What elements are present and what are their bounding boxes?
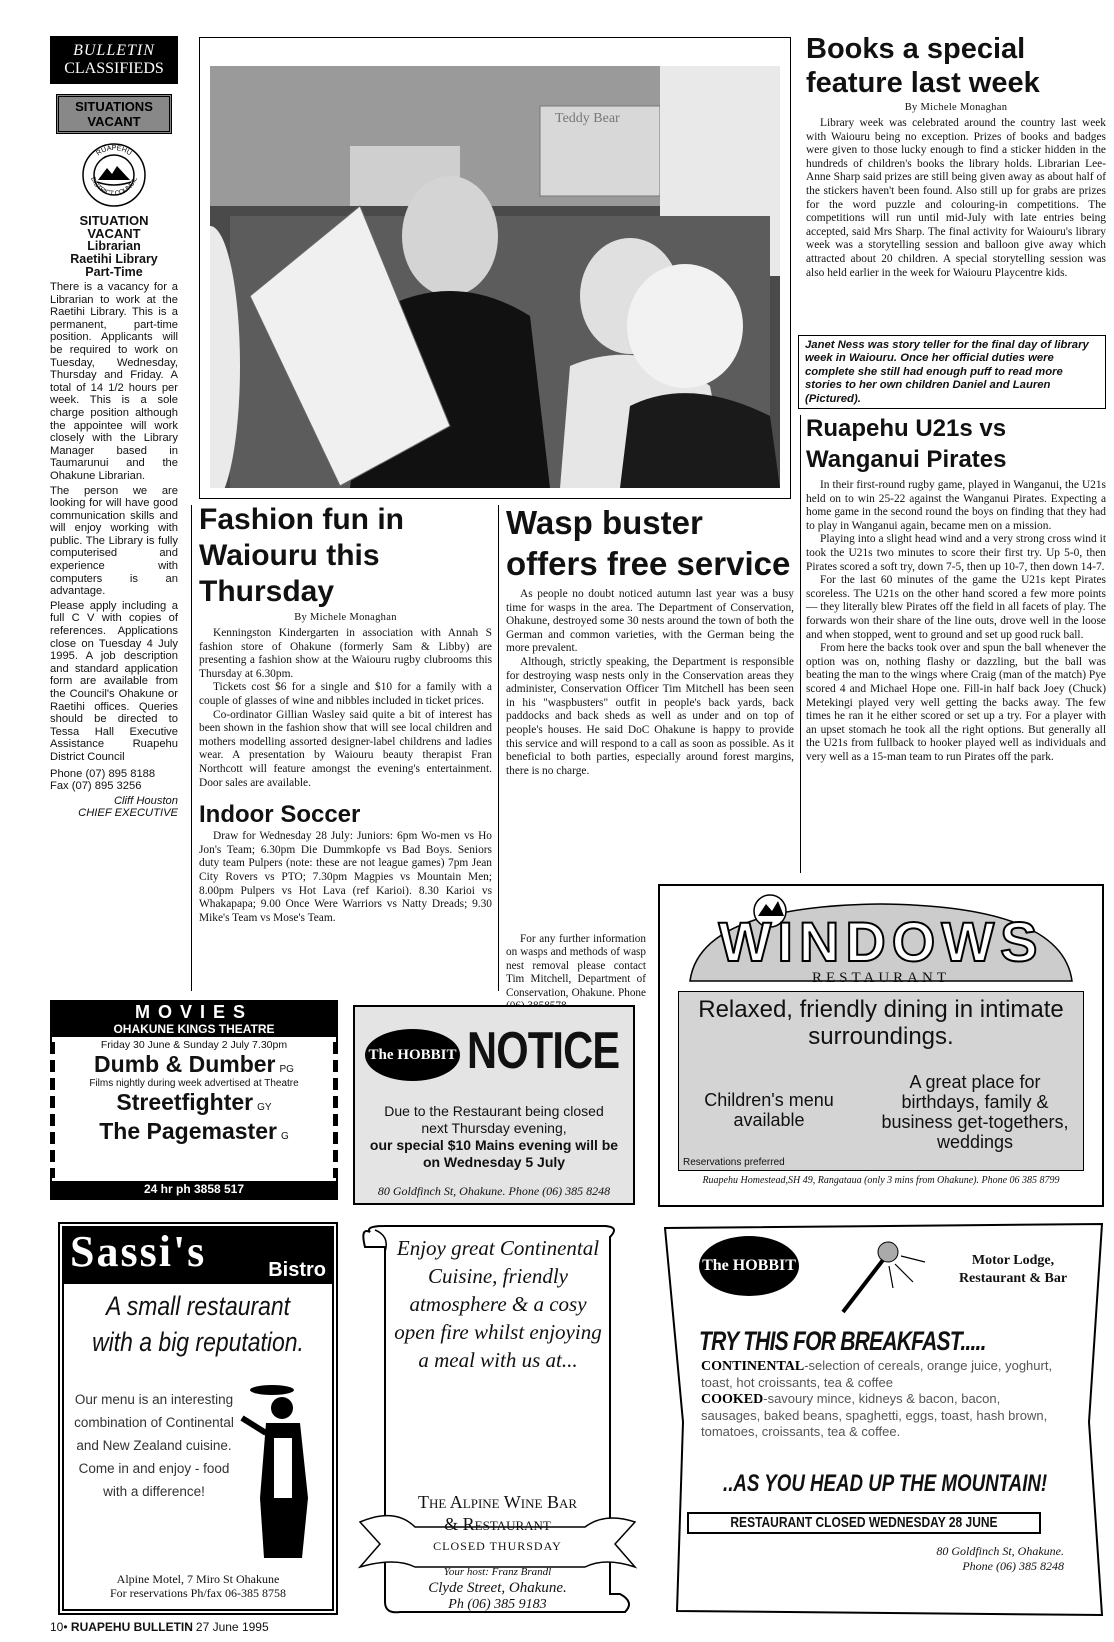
breakfast-logo xyxy=(699,1236,799,1296)
alpine-text: Enjoy great Continental Cuisine, friendly atmosphere & a cosy open fire whilst enjoying a meal with us at... xyxy=(394,1236,602,1372)
film-strip-right xyxy=(333,1042,338,1178)
books-body-text: Library week was celebrated around the country last week with Waiouru being no exception. Prizes of books and badges were given to those lucky enough to find a sticker hidden in the hundreds of children's books the library holds. Librarian Lee-Anne Sharp said prizes are still being given away as about half of the stickers haven't been found. Also still up for grabs are prizes for the word puzzle and colouring-in competitions. The competitions will run until mid-July with late entries being accepted, said Mrs Sharp. The final activity for Waiouru's library week was a storytelling session and balloon give away which attracted about 20 children. A special storytelling session was also held earlier in the week for Waiouru Playcentre kids. xyxy=(806,117,1106,279)
photo-caption xyxy=(798,335,1106,409)
hobbit-notice-line2: our special $10 Mains evening will be on Wednesday 5 July xyxy=(369,1137,619,1170)
fashion-p3: Co-ordinator Gillian Wasley said quite a bit of interest has been shown in the fashion show that will see local children and mothers modelling assorted designer-label childrens and ladies wear. A presentation by Waiouru beauty therapist Fran Northcott will feature amongst the evening's entertainment. Door sales are available. xyxy=(199,708,492,789)
alpine-closed: CLOSED THURSDAY xyxy=(433,1539,562,1553)
windows-logo xyxy=(660,886,1102,991)
wasp-rule xyxy=(498,505,499,991)
sassis-chef-icon xyxy=(234,1378,324,1558)
vacancy-para3: Please apply including a full C V with copies of references. Applications close on Tuesday 4 July 1995. A job description and standard application form are available from the Council's Ohakune or Raetihi offices. Queries should be directed to Tessa Hall Executive Assistance Ruapehu District Council xyxy=(50,599,178,763)
hobbit-notice-logo-text: The HOBBIT xyxy=(368,1047,457,1063)
wasp-article xyxy=(506,502,794,778)
windows-right: A great place for birthdays, family & business get-togethers, weddings xyxy=(881,1072,1069,1152)
movies-dates: Friday 30 June & Sunday 2 July 7.30pm xyxy=(100,1039,288,1051)
section-tab-label: SITUATIONS VACANT xyxy=(75,99,153,129)
section-tab xyxy=(56,94,172,134)
fashion-p1: Kenningston Kindergarten in association with Annah S fashion store of Ohakune (formerly Sam & Libby) are presenting a fashion show at the Waiouru rugby clubrooms this Thursday at 6.30pm. xyxy=(199,627,492,680)
alpine-host: Your host: Franz Brandl xyxy=(443,1566,552,1578)
wasp-p3: For any further information on wasps and methods of wasp nest removal please contact Tim Mitchell, Department of Conservation, Ohakune. Phone xyxy=(506,933,646,999)
wasp-headline: Wasp buster offers free service xyxy=(506,504,791,582)
vacancy-fax: Fax (07) 895 3256 xyxy=(50,780,142,793)
breakfast-headline: TRY THIS FOR BREAKFAST..... xyxy=(699,1326,986,1356)
breakfast-cooked-label: COOKED xyxy=(701,1392,764,1407)
vacancy-ad xyxy=(50,214,178,820)
breakfast-addr2: Phone (06) 385 8248 xyxy=(962,1559,1064,1573)
fashion-article xyxy=(199,502,492,925)
vacancy-para2: The person we are looking for will have good communication skills and will enjoy working with public. The Library is fully computerised and experience with computers is an advantage. xyxy=(50,484,178,598)
alpine-name2: & Restaurant xyxy=(444,1514,551,1534)
photo-caption-text: Janet Ness was story teller for the final day of library week in Waiouru. Once her official duties were complete she still had enough puff to read more stories to her own children Daniel and Lauren (Pictured). xyxy=(805,339,1089,405)
hobbit-breakfast-ad xyxy=(663,1222,1104,1617)
movies-note: Films nightly during week advertised at Theatre xyxy=(89,1078,299,1089)
sassis-name: Sassi's xyxy=(70,1227,207,1276)
classifieds-column xyxy=(50,36,178,976)
vacancy-heading2: VACANT xyxy=(87,226,141,241)
movies-film2-row xyxy=(52,1089,336,1116)
rugby-rule xyxy=(800,415,801,873)
fashion-headline: Fashion fun in Waiouru this Thursday xyxy=(199,503,404,608)
hobbit-notice-title: NOTICE xyxy=(467,1022,620,1080)
classifieds-header-line2: CLASSIFIEDS xyxy=(64,60,164,77)
sassis-address2: For reservations Ph/fax 06-385 8758 xyxy=(110,1586,286,1600)
soccer-headline: Indoor Soccer xyxy=(199,801,361,829)
breakfast-tail: ..AS YOU HEAD UP THE MOUNTAIN! xyxy=(723,1470,1048,1497)
hobbit-notice-ad xyxy=(353,1005,635,1205)
breakfast-addr1: 80 Goldfinch St, Ohakune. xyxy=(936,1544,1064,1558)
logo-bottom-text: DISTRICT COUNCIL xyxy=(89,176,139,198)
breakfast-cooked-text: -savoury mince, kidneys & bacon, bacon, sausages, baked beans, spaghetti, eggs, toast, hash brown, tomatoes, croissants, tea & coffee. xyxy=(701,1391,1048,1439)
windows-address: Ruapehu Homestead,SH 49, Rangataua (only 3 mins from Ohakune). Phone 06 385 8799 xyxy=(702,1175,1060,1186)
rugby-p3: For the last 60 minutes of the game the U21s kept Pirates scoreless. The U21s on the other hand scored a few more points — they literally blew Pirates off the field in all facets of play. The forwards won their share of the line outs, drove well in the loose and when stopped, went to ground and set up good ruck ball. xyxy=(806,574,1106,641)
classifieds-header xyxy=(50,36,178,84)
windows-left: Children's menu available xyxy=(704,1090,834,1130)
hobbit-notice-address: 80 Goldfinch St, Ohakune. Phone (06) 385 8248 xyxy=(377,1184,611,1198)
vacancy-heading1: SITUATION xyxy=(79,213,149,228)
movies-ad xyxy=(50,1000,338,1200)
vacancy-signature: Cliff Houston xyxy=(113,794,178,807)
windows-tagline: Relaxed, friendly dining in intimate surroundings. xyxy=(698,996,1064,1050)
rugby-body xyxy=(806,479,1106,764)
rugby-article xyxy=(806,413,1106,764)
movies-title: MOVIES xyxy=(52,1002,336,1022)
soccer-text: Draw for Wednesday 28 July: Juniors: 6pm Wo-men vs Ho Jon's Team; 6.30pm Die Dummkopfe vs Bad Boys. Seniors duty team Pulpers (note: these are not league games) 7pm Jean City Rovers vs PTO; 7.30pm Magpies vs Mountain Men; 8.00pm Pulpers vs Hot Lava (ref Karioi). 8.30 Karioi vs Whakapapa; 9.00 Once Were Warriors vs Natty Dreads; 9.30 Mike's Team vs Mose's Team. xyxy=(199,830,492,924)
footer-page: 10 xyxy=(50,1620,64,1634)
windows-ad xyxy=(658,884,1104,1207)
alpine-street: Clyde Street, Ohakune. xyxy=(428,1580,567,1596)
alpine-phone: Ph (06) 385 9183 xyxy=(448,1597,547,1612)
classifieds-header-line1: BULLETIN xyxy=(73,42,155,59)
books-headline: Books a special feature last week xyxy=(806,33,1040,99)
wasp-p1: As people no doubt noticed autumn last year was a busy time for wasps in the area. The Department of Conservation, Ohakune, destroyed some 30 nests around the town of both the German and common varieties, with the German being the more prevalent. xyxy=(506,588,794,655)
books-article xyxy=(806,32,1106,280)
breakfast-closed xyxy=(687,1512,1041,1534)
breakfast-closed-text: RESTAURANT CLOSED WEDNESDAY 28 JUNE xyxy=(730,1514,998,1531)
hobbit-notice-line1: Due to the Restaurant being closed next Thursday evening, xyxy=(384,1103,604,1136)
poster-label: Teddy Bear xyxy=(555,111,620,126)
sassis-tagline: A small restaurant with a big reputation. xyxy=(92,1291,304,1357)
windows-panel xyxy=(678,991,1084,1171)
movies-film2: Streetfighter xyxy=(116,1089,254,1115)
windows-sub: RESTAURANT xyxy=(812,970,950,986)
sassis-body: Our menu is an interesting combination of Continental and New Zealand cuisine. Come in and enjoy - food with a difference! xyxy=(74,1392,234,1499)
fashion-body xyxy=(199,627,492,790)
movies-film1: Dumb & Dumber xyxy=(94,1051,276,1077)
breakfast-cont-label: CONTINENTAL xyxy=(701,1359,805,1374)
breakfast-motor: Motor Lodge, Restaurant & Bar xyxy=(958,1253,1068,1286)
hobbit-notice-logo xyxy=(365,1029,460,1081)
soccer-body xyxy=(199,830,492,925)
rugby-p1: In their first-round rugby game, played in Wanganui, the U21s held on to win 25-22 against the Wanganui Pirates. Expecting a home game in the second round the boys on finding that they had to play in Wanganui again, became men on a mission. xyxy=(806,479,1106,532)
story-photo xyxy=(199,37,791,499)
rugby-p4: From here the backs took over and spun the ball whenever the option was on, nothing flashy or dazzling, but the ball was beating the man to the wings where Craig (man of the match) Pye scored 4 and Michael Hope one. Fill-in half back Joey (Chuck) Metekingi played very well getting the backs away. The few times he ran it he either scored or set up a try. For a player with an upset stomach he took all the right options. But generally all the U21s from fullback to hooker played well as individuals and very well as a 15-man team to run Pirates off the park. xyxy=(806,642,1106,763)
books-body xyxy=(806,117,1106,280)
fashion-byline: By Michele Monaghan xyxy=(294,612,397,623)
books-byline: By Michele Monaghan xyxy=(904,102,1008,113)
movies-film1-row xyxy=(52,1051,336,1078)
sassis-sub: Bistro xyxy=(268,1259,326,1281)
page-footer xyxy=(50,1620,269,1635)
breakfast-cont-text: -selection of cereals, orange juice, yoghurt, toast, hot croissants, tea & coffee xyxy=(701,1358,1053,1390)
fashion-rule xyxy=(191,505,192,991)
footer-date: 27 June 1995 xyxy=(195,1620,269,1634)
council-logo xyxy=(81,142,147,208)
rugby-headline: Ruapehu U21s vs Wanganui Pirates xyxy=(806,415,1007,473)
footer-dot: • xyxy=(63,1620,71,1634)
wasp-body xyxy=(506,588,794,778)
photo-image xyxy=(210,66,780,488)
movies-rating3: G xyxy=(280,1131,289,1142)
movies-film3-row xyxy=(52,1118,336,1145)
alpine-ad xyxy=(355,1222,638,1617)
fashion-p2: Tickets cost $6 for a single and $10 for a family with a couple of glasses of wine and nibbles included in ticket prices. xyxy=(199,681,492,707)
movies-phone: 24 hr ph 3858 517 xyxy=(52,1181,336,1198)
movies-rating1: PG xyxy=(279,1064,294,1075)
sassis-address1: Alpine Motel, 7 Miro St Ohakune xyxy=(116,1572,280,1586)
breakfast-menu xyxy=(701,1358,1056,1440)
wasp-contact xyxy=(506,933,646,1013)
breakfast-logo-text: The HOBBIT xyxy=(702,1257,796,1274)
windows-reservations: Reservations preferred xyxy=(683,1157,785,1168)
rugby-p2: Playing into a slight head wind and a very strong cross wind it took the U21s two minutes to score their first try. Up 5-0, then Pirates scored a soft try, down 7-5, then up 10-7, then down 14-7. xyxy=(806,533,1106,573)
logo-top-text: RUAPEHU xyxy=(95,145,133,158)
footer-paper: RUAPEHU BULLETIN xyxy=(70,1620,193,1634)
movies-rating2: GY xyxy=(257,1102,272,1113)
movies-theatre: OHAKUNE KINGS THEATRE xyxy=(52,1022,336,1037)
vacancy-signature-title: CHIEF EXECUTIVE xyxy=(78,807,178,820)
movies-film3: The Pagemaster xyxy=(99,1118,277,1144)
vacancy-position2: Raetihi Library xyxy=(70,252,158,266)
sassis-ad xyxy=(58,1222,338,1615)
sassis-banner xyxy=(64,1228,332,1284)
windows-name: WINDOWS xyxy=(718,910,1044,973)
vacancy-position3: Part-Time xyxy=(85,265,143,279)
vacancy-phone: Phone (07) 895 8188 xyxy=(50,767,156,780)
wasp-p2: Although, strictly speaking, the Department is responsible for destroying wasp nests only in the Conservation areas they administer, Conservation Officer Tim Mitchell has been seen in his "waspbusters" outfit in people's back yards, back paddocks and back sheds as well as under and on top of people's houses. He said DoC Ohakune is happy to provide this service and will respond to a call as soon as possible. As it beneficial to both parties, especially around forest margins, there is no charge. xyxy=(506,655,794,777)
alpine-name1: The Alpine Wine Bar xyxy=(417,1492,578,1512)
vacancy-para1: There is a vacancy for a Librarian to work at the Raetihi Library. This is a permanent, part-time position. Applicants will be required to work on Tuesday, Wednesday, Thursday and Friday. A total of 14 1/2 hours per week. This is a sole charge position although the appointee will work closely with the Library Manager based in Taumarunui and the Ohakune Librarian. xyxy=(50,281,178,482)
film-strip-left xyxy=(50,1042,55,1178)
vacancy-position1: Librarian xyxy=(87,239,141,253)
